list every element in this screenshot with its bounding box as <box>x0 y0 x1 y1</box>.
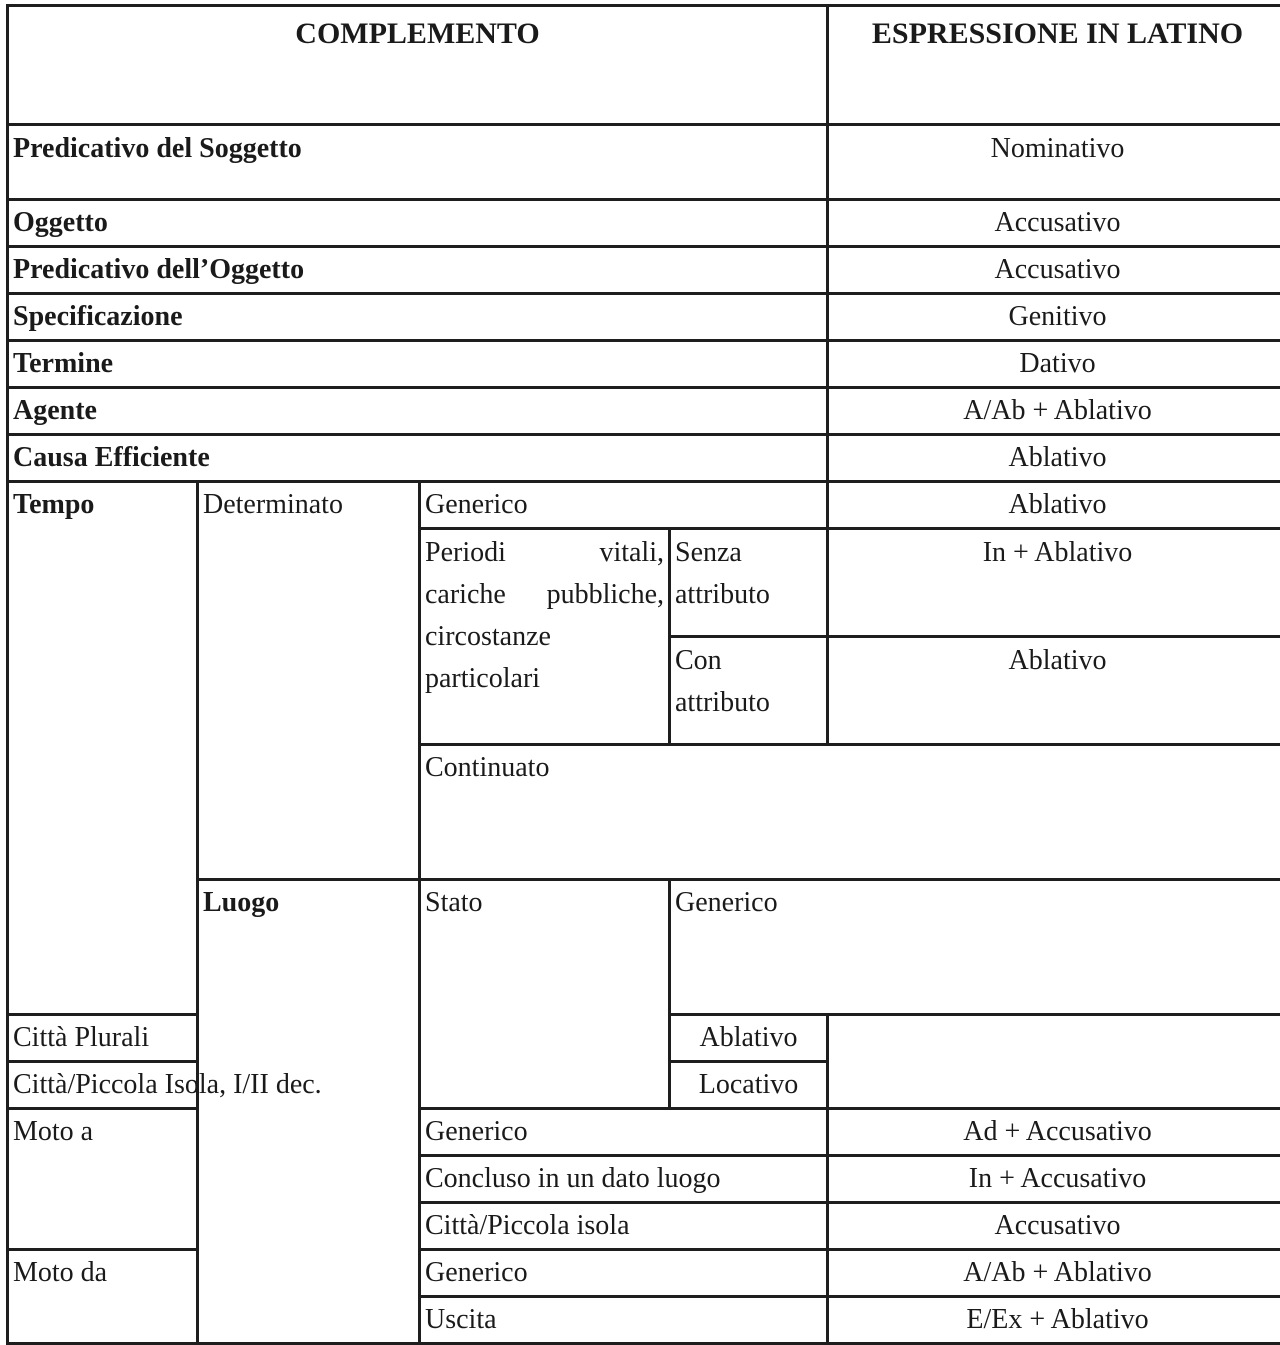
row-label: Specificazione <box>8 294 828 341</box>
table-row <box>8 388 1280 435</box>
row-value: A/Ab + Ablativo <box>828 1250 1280 1297</box>
row-value: Accusativo <box>828 1203 1280 1250</box>
row-value: Ablativo <box>670 1015 828 1062</box>
table-row <box>8 247 1280 294</box>
tempo-determinato-label: Determinato <box>198 482 420 880</box>
table-row <box>8 125 1280 200</box>
header-row <box>8 6 1280 125</box>
row-value: Ablativo <box>828 637 1280 745</box>
row-label: Uscita <box>420 1297 828 1344</box>
complementi-table <box>6 4 1280 1345</box>
header-espressione: ESPRESSIONE IN LATINO <box>828 6 1280 125</box>
row-label: Termine <box>8 341 828 388</box>
table-row <box>8 294 1280 341</box>
row-label: Generico <box>420 482 828 529</box>
row-label: Generico <box>670 880 1280 1015</box>
row-value: Accusativo <box>828 200 1280 247</box>
row-value: Accusativo <box>828 247 1280 294</box>
row-label: Città Plurali <box>8 1015 420 1062</box>
row-value: Ad + Accusativo <box>828 1109 1280 1156</box>
table-row <box>8 200 1280 247</box>
tempo-periodi-label: Periodi vitali, cariche pubbliche, circostanze particolari <box>420 529 670 745</box>
row-label: Città/Piccola Isola, I/II dec. <box>8 1062 420 1109</box>
row-label: Concluso in un dato luogo <box>420 1156 828 1203</box>
row-value: A/Ab + Ablativo <box>828 388 1280 435</box>
row-label: Continuato <box>420 745 1280 880</box>
luogo-label: Luogo <box>198 880 420 1344</box>
row-value: Dativo <box>828 341 1280 388</box>
row-label: Causa Efficiente <box>8 435 828 482</box>
row-value: Locativo <box>670 1062 828 1109</box>
row-value: Genitivo <box>828 294 1280 341</box>
tempo-label: Tempo <box>8 482 198 1015</box>
row-label: Generico <box>420 1250 828 1297</box>
row-label: Generico <box>420 1109 828 1156</box>
table-row <box>8 482 1280 529</box>
luogo-moto-a-label: Moto a <box>8 1109 198 1250</box>
row-label: Oggetto <box>8 200 828 247</box>
row-value: Nominativo <box>828 125 1280 200</box>
row-label: Senza attributo <box>670 529 828 637</box>
row-value: Ablativo <box>828 482 1280 529</box>
row-label: Predicativo del Soggetto <box>8 125 828 200</box>
row-label: Agente <box>8 388 828 435</box>
row-label: Città/Piccola isola <box>420 1203 828 1250</box>
row-value: In + Accusativo <box>828 1156 1280 1203</box>
luogo-stato-label: Stato <box>420 880 670 1109</box>
table-row <box>8 341 1280 388</box>
header-complemento: COMPLEMENTO <box>8 6 828 125</box>
complementi-table-container <box>6 4 1280 1345</box>
table-row <box>8 880 1280 1015</box>
row-label: Predicativo dell’Oggetto <box>8 247 828 294</box>
luogo-moto-da-label: Moto da <box>8 1250 198 1344</box>
row-label: Con attributo <box>670 637 828 745</box>
row-value: Ablativo <box>828 435 1280 482</box>
row-value: E/Ex + Ablativo <box>828 1297 1280 1344</box>
table-row <box>8 435 1280 482</box>
row-value: In + Ablativo <box>828 529 1280 637</box>
